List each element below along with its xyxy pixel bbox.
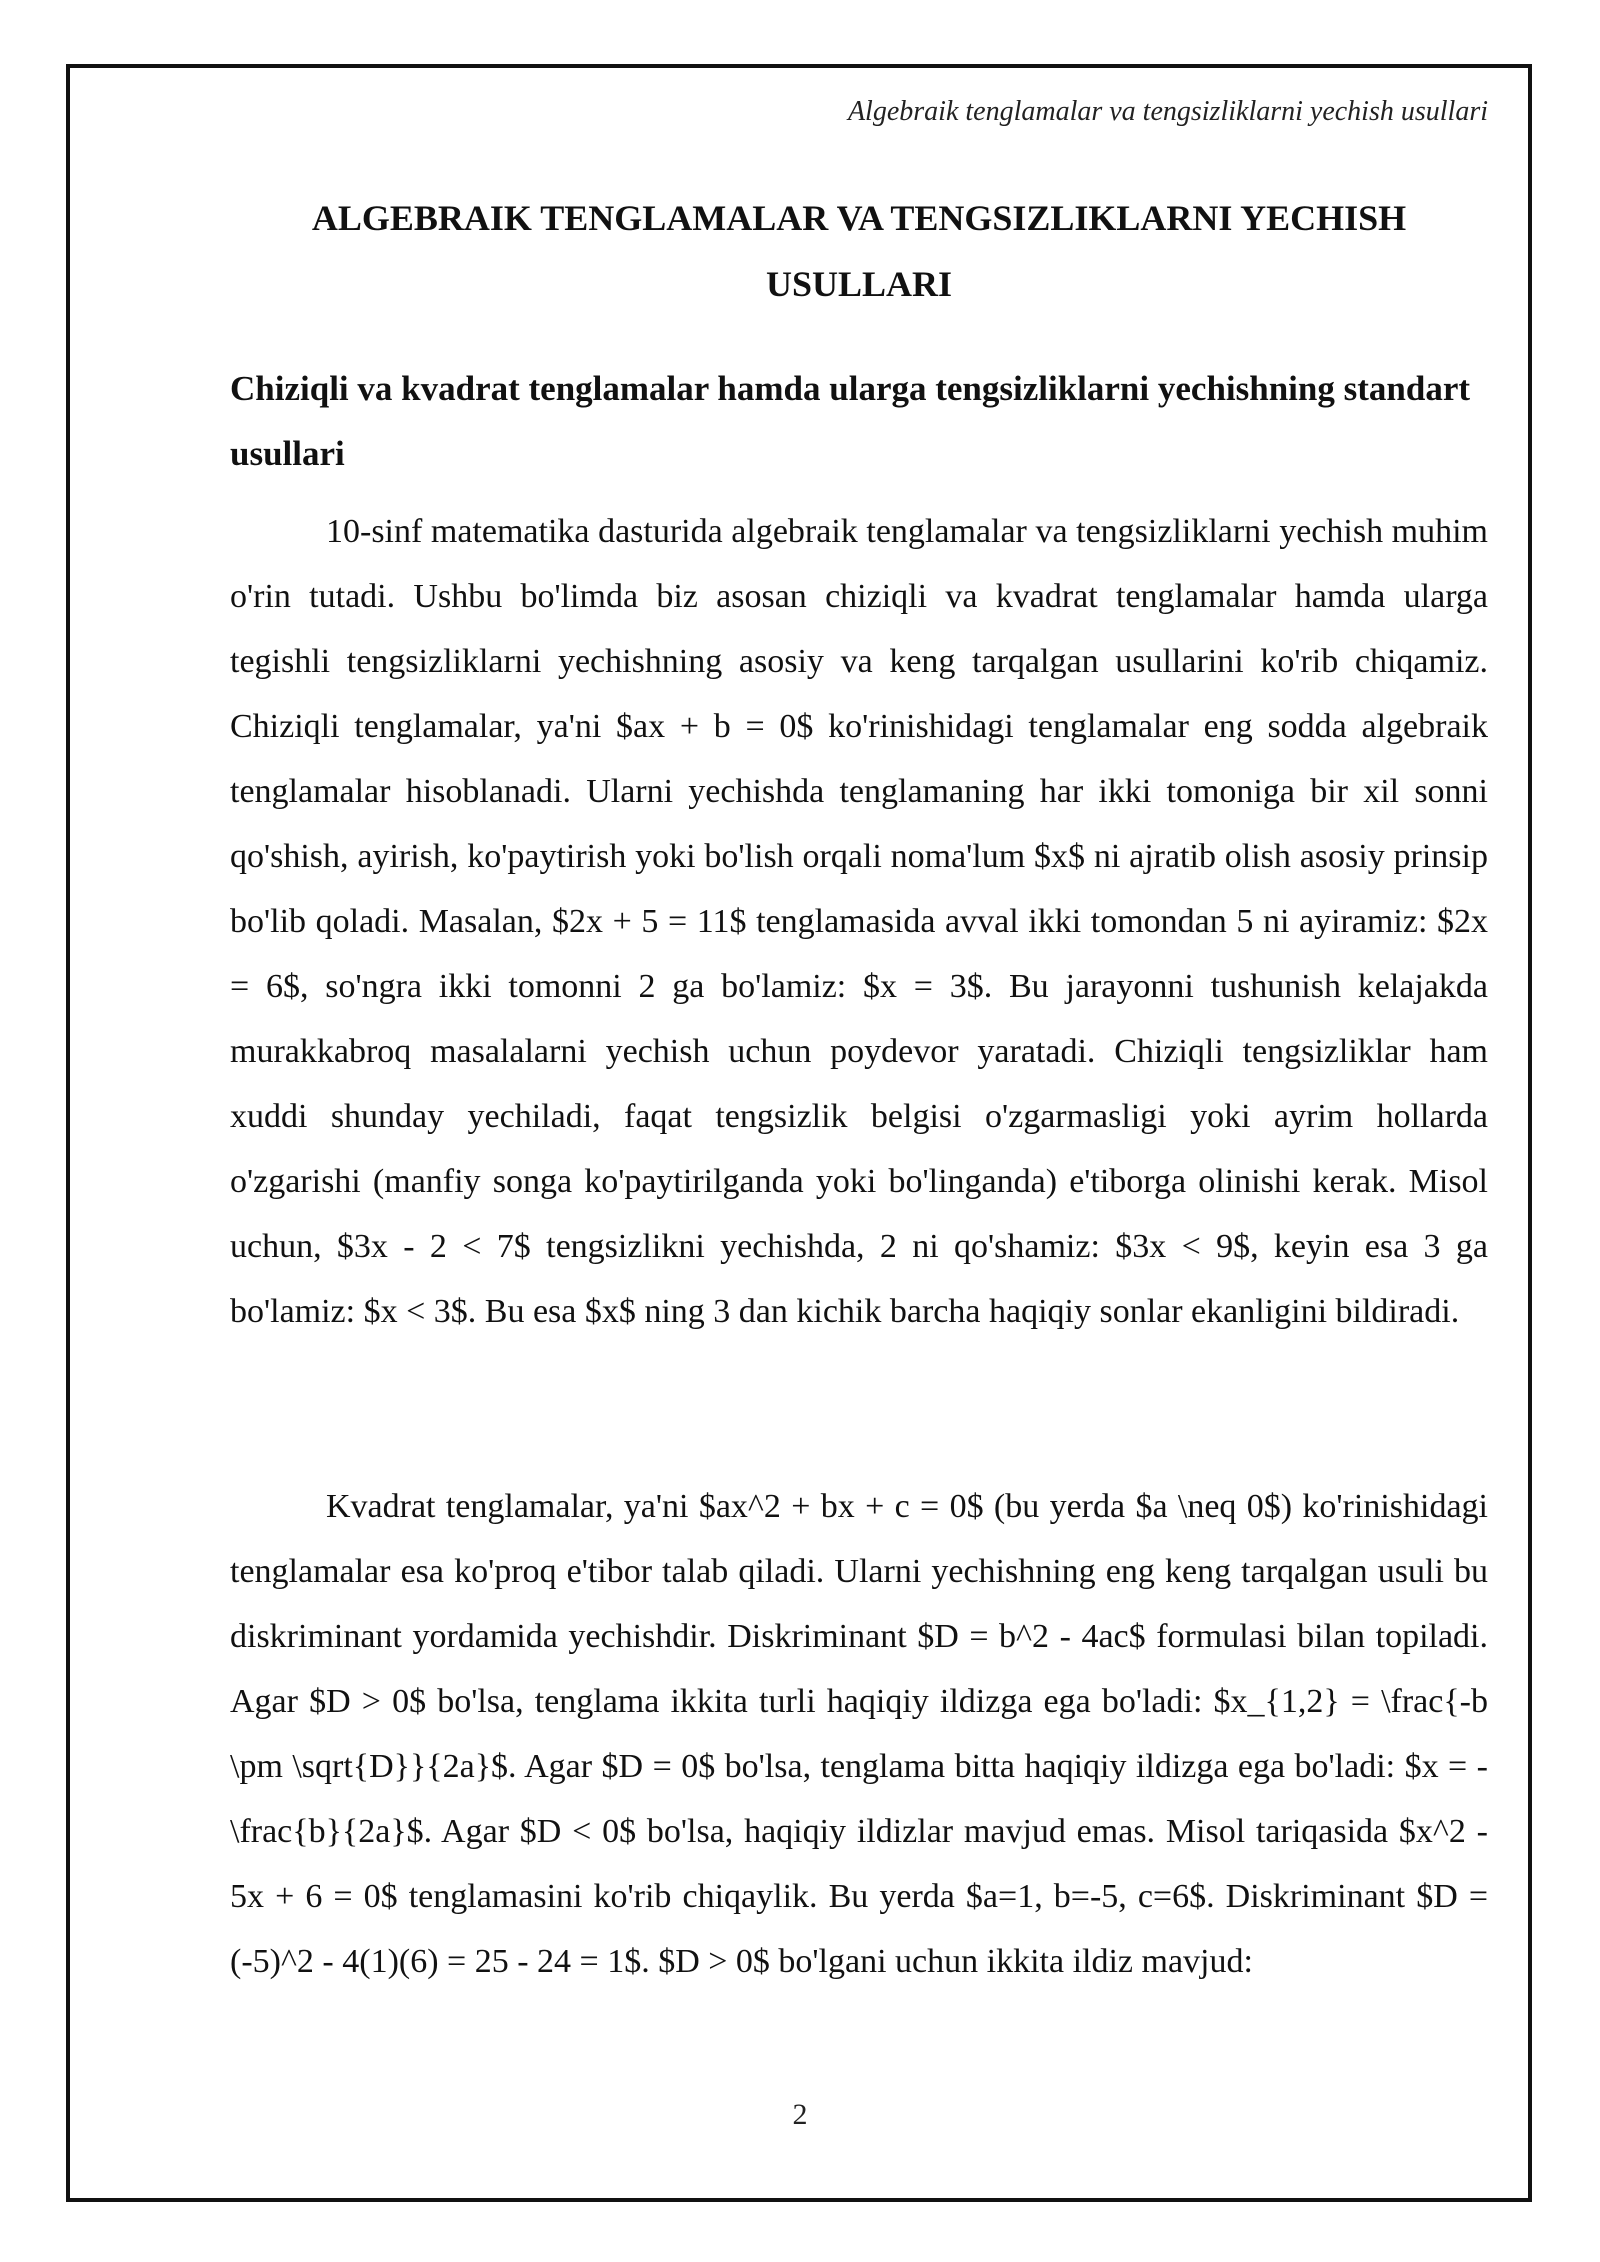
- page-number: 2: [792, 2098, 808, 2131]
- section-heading: Chiziqli va kvadrat tenglamalar hamda ularga tengsizliklarni yechishning standart usullari: [230, 369, 1471, 473]
- document-title: ALGEBRAIK TENGLAMALAR VA TENGSIZLIKLARNI YECHISH USULLARI: [311, 198, 1407, 304]
- body-paragraph: 10-sinf matematika dasturida algebraik tenglamalar va tengsizliklarni yechish muhim o'rin tutadi. Ushbu bo'limda biz asosan chiziqli va kvadrat tenglamalar hamda ularga tegishli tengsizliklarni yechishning asosiy va keng tarqalgan usullarini ko'rib chiqamiz. Chiziqli tenglamalar, ya'ni $ax + b = 0$ ko'rinishidagi tenglamalar eng sodda algebraik tenglamalar hisoblanadi. Ularni yechishda tenglamaning har ikki tomoniga bir xil sonni qo'shish, ayirish, ko'paytirish yoki bo'lish orqali noma'lum $x$ ni ajratib olish asosiy prinsip bo'lib qoladi. Masalan, $2x + 5 = 11$ tenglamasida avval ikki tomondan 5 ni ayiramiz: $2x = 6$, so'ngra ikki tomonni 2 ga bo'lamiz: $x = 3$. Bu jarayonni tushunish kelajakda murakkabroq masalalarni yechish uchun poydevor yaratadi. Chiziqli tengsizliklar ham xuddi shunday yechiladi, faqat tengsizlik belgisi o'zgarmasligi yoki ayrim hollarda o'zgarishi (manfiy songa ko'paytirilganda yoki bo'linganda) e'tiborga olinishi kerak. Misol uchun, $3x - 2 < 7$ tengsizlikni yechishda, 2 ni qo'shamiz: $3x < 9$, keyin esa 3 ga bo'lamiz: $x < 3$. Bu esa $x$ ning 3 dan kichik barcha haqiqiy sonlar ekanligini bildiradi.: [230, 513, 1488, 1330]
- body-paragraph: Kvadrat tenglamalar, ya'ni $ax^2 + bx + c = 0$ (bu yerda $a \neq 0$) ko'rinishidagi tenglamalar esa ko'proq e'tibor talab qiladi. Ularni yechishning eng keng tarqalgan usuli bu diskriminant yordamida yechishdir. Diskriminant $D = b^2 - 4ac$ formulasi bilan topiladi. Agar $D > 0$ bo'lsa, tenglama ikkita turli haqiqiy ildizga ega bo'ladi: $x_{1,2} = \frac{-b \pm \sqrt{D}}{2a}$. Agar $D = 0$ bo'lsa, tenglama bitta haqiqiy ildizga ega bo'ladi: $x = -\frac{b}{2a}$. Agar $D < 0$ bo'lsa, haqiqiy ildizlar mavjud emas. Misol tariqasida $x^2 - 5x + 6 = 0$ tenglamasini ko'rib chiqaylik. Bu yerda $a=1, b=-5, c=6$. Diskriminant $D = (-5)^2 - 4(1)(6) = 25 - 24 = 1$. $D > 0$ bo'lgani uchun ikkita ildiz mavjud:: [230, 1488, 1488, 1980]
- running-header: Algebraik tenglamalar va tengsizliklarni yechish usullari: [847, 96, 1488, 127]
